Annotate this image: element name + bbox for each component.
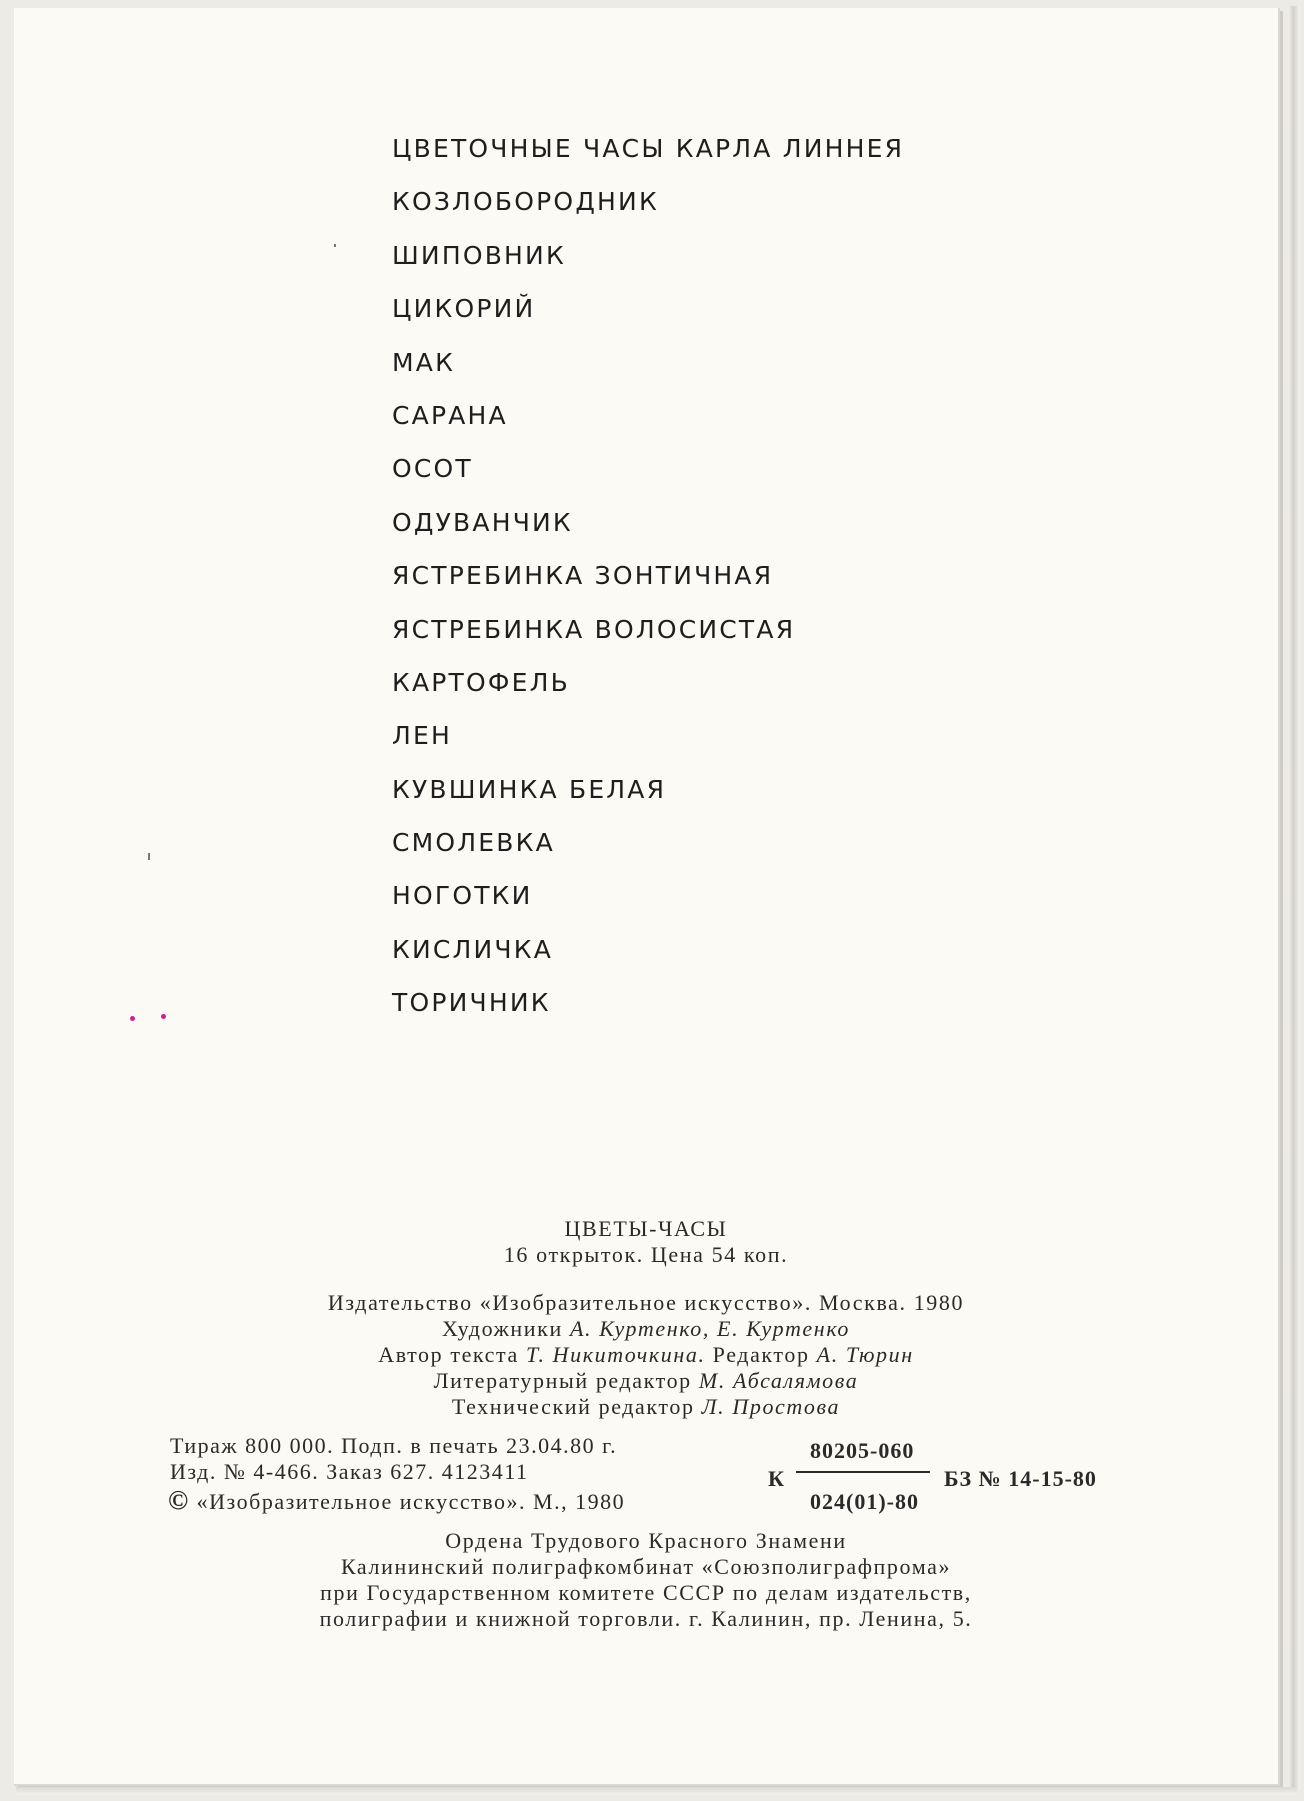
text-author-label: Автор текста	[378, 1342, 519, 1367]
postcard-title: САРАНА	[392, 400, 508, 430]
order-line: Изд. № 4-466. Заказ 627. 4123411	[170, 1459, 529, 1484]
postcard-title: КОЗЛОБОРОДНИК	[392, 187, 659, 217]
publisher-line: Издательство «Изобразительное искусство». Москва. 1980	[327, 1290, 965, 1315]
tech-editor-label: Технический редактор	[451, 1394, 695, 1419]
postcard-title: КУВШИНКА БЕЛАЯ	[392, 774, 667, 804]
bz-code: БЗ № 14-15-80	[944, 1466, 1097, 1491]
paper-mark	[148, 853, 150, 860]
print-run-line: Тираж 800 000. Подп. в печать 23.04.80 г.	[170, 1433, 618, 1458]
technical-editor-line	[14, 1394, 1278, 1420]
postcard-title-list	[392, 128, 904, 1036]
card-right-edge	[1288, 6, 1300, 1791]
literary-editor-line	[14, 1368, 1278, 1394]
set-title: ЦВЕТЫ-ЧАСЫ	[564, 1216, 728, 1241]
copyright-line	[168, 1485, 625, 1516]
authors-line	[14, 1342, 1278, 1368]
postcard-title: ЯСТРЕБИНКА ВОЛОСИСТАЯ	[392, 614, 796, 644]
imprint-block	[14, 1216, 1278, 1420]
postcard-set-back-cover	[14, 8, 1280, 1786]
artists-names: А. Куртенко, Е. Куртенко	[569, 1316, 850, 1341]
postcard-title: ОДУВАНЧИК	[392, 507, 573, 537]
index-letter: К	[768, 1466, 785, 1491]
postcard-title: КИСЛИЧКА	[392, 934, 553, 964]
count-and-price: 16 открыток. Цена 54 коп.	[503, 1242, 789, 1267]
printer-line: Калининский полиграфкомбинат «Союзполиграфпрома»	[340, 1554, 952, 1579]
postcard-title: СМОЛЕВКА	[392, 828, 555, 858]
postcard-title: ТОРИЧНИК	[392, 988, 551, 1018]
lit-editor-label: Литературный редактор	[433, 1368, 692, 1393]
index-denominator: 024(01)-80	[810, 1489, 919, 1514]
text-author-name: Т. Никиточкина.	[526, 1342, 706, 1367]
postcard-title: ЦВЕТОЧНЫЕ ЧАСЫ КАРЛА ЛИННЕЯ	[392, 134, 905, 163]
artists-label: Художники	[442, 1316, 563, 1341]
card-bottom-edge	[16, 1787, 1296, 1795]
postcard-title: ОСОТ	[392, 454, 473, 484]
pink-speck	[161, 1014, 166, 1019]
printer-line: полиграфии и книжной торговли. г. Калинин, пр. Ленина, 5.	[319, 1606, 973, 1631]
copyright-text: «Изобразительное искусство». М., 1980	[196, 1489, 626, 1514]
postcard-title: НОГОТКИ	[392, 881, 533, 911]
tech-editor-name: Л. Простова	[701, 1394, 841, 1419]
postcard-title: ЦИКОРИЙ	[392, 294, 536, 324]
pink-speck	[130, 1016, 135, 1021]
editor-label: Редактор	[712, 1342, 810, 1367]
index-fraction-line	[796, 1471, 930, 1473]
copyright-icon: ©	[168, 1485, 190, 1515]
printer-line: при Государственном комитете СССР по делам издательств,	[320, 1580, 972, 1605]
postcard-title: ЯСТРЕБИНКА ЗОНТИЧНАЯ	[392, 561, 774, 591]
postcard-title: КАРТОФЕЛЬ	[392, 667, 570, 697]
printer-block	[14, 1528, 1278, 1632]
postcard-title: ШИПОВНИК	[392, 240, 566, 270]
printer-line: Ордена Трудового Красного Знамени	[445, 1528, 847, 1553]
editor-name: А. Тюрин	[816, 1342, 914, 1367]
postcard-title: ЛЕН	[392, 721, 452, 751]
lit-editor-name: М. Абсалямова	[698, 1368, 859, 1393]
paper-mark	[334, 244, 336, 247]
postcard-title: МАК	[392, 347, 456, 377]
index-numerator: 80205-060	[810, 1438, 915, 1463]
artists-line	[14, 1316, 1278, 1342]
